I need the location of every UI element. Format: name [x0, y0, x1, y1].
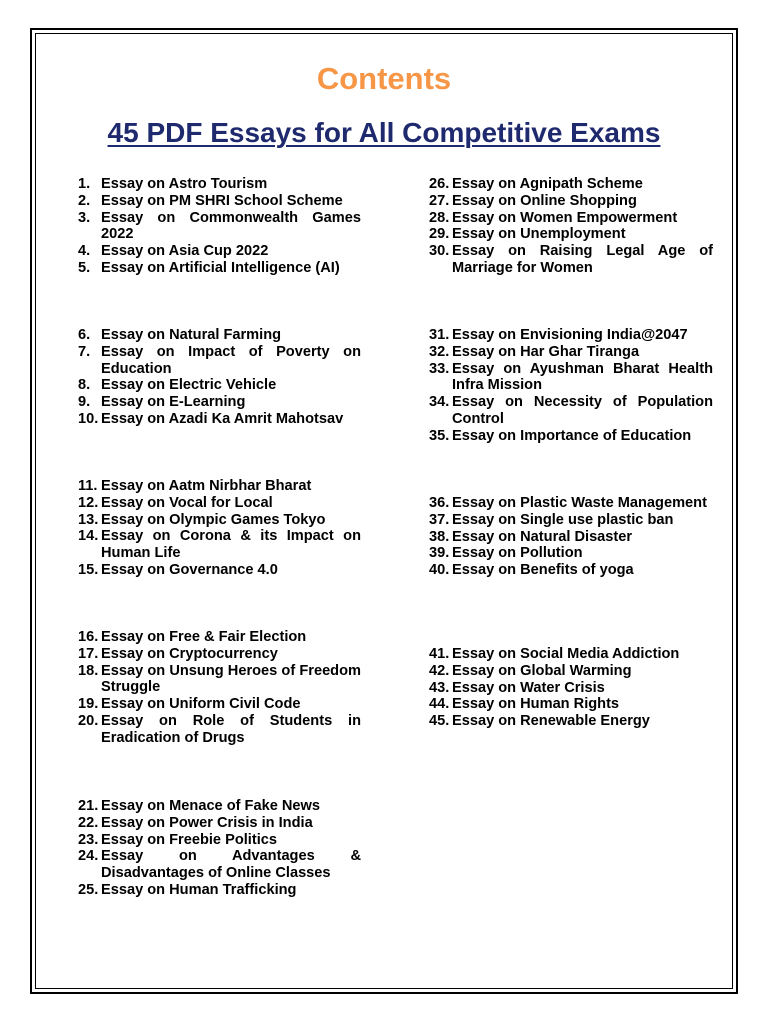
contents-group-6 — [429, 176, 713, 277]
page-subtitle — [0, 114, 768, 152]
contents-item[interactable]: 3. Essay on Commonwealth Games 2022 — [78, 209, 361, 243]
contents-item[interactable]: 37. Essay on Single use plastic ban — [429, 511, 674, 528]
contents-item[interactable]: 8. Essay on Electric Vehicle — [78, 377, 277, 394]
contents-item[interactable]: 4. Essay on Asia Cup 2022 — [78, 243, 269, 260]
contents-group-7 — [429, 327, 713, 445]
contents-item[interactable]: 41. Essay on Social Media Addiction — [429, 646, 680, 662]
contents-item[interactable]: 38. Essay on Natural Disaster — [429, 528, 633, 545]
contents-item[interactable]: 31. Essay on Envisioning India@2047 — [429, 327, 688, 343]
contents-item[interactable]: 29. Essay on Unemployment — [429, 226, 626, 243]
contents-item[interactable]: 39. Essay on Pollution — [429, 545, 583, 562]
contents-item[interactable]: 13. Essay on Olympic Games Tokyo — [78, 511, 326, 528]
contents-item[interactable]: 25. Essay on Human Trafficking — [78, 881, 297, 898]
contents-item[interactable]: 18. Essay on Unsung Heroes of Freedom Struggle — [78, 662, 361, 696]
contents-item[interactable]: 1. Essay on Astro Tourism — [78, 176, 268, 192]
contents-item[interactable]: 11. Essay on Aatm Nirbhar Bharat — [78, 478, 312, 494]
contents-item[interactable]: 22. Essay on Power Crisis in India — [78, 814, 313, 831]
contents-group-2 — [78, 327, 361, 428]
contents-group-8 — [429, 495, 713, 579]
contents-item[interactable]: 42. Essay on Global Warming — [429, 662, 632, 679]
contents-item[interactable]: 40. Essay on Benefits of yoga — [429, 562, 634, 579]
contents-item[interactable]: 2. Essay on PM SHRI School Scheme — [78, 192, 343, 209]
contents-item[interactable]: 9. Essay on E-Learning — [78, 394, 246, 411]
contents-item[interactable]: 19. Essay on Uniform Civil Code — [78, 696, 301, 713]
contents-group-4 — [78, 629, 361, 747]
contents-item[interactable]: 33. Essay on Ayushman Bharat Health Infra Mission — [429, 360, 713, 394]
contents-group-1 — [78, 176, 361, 277]
contents-item[interactable]: 35. Essay on Importance of Education — [429, 427, 692, 444]
contents-item[interactable]: 30. Essay on Raising Legal Age of Marriage for Women — [429, 243, 713, 276]
contents-item[interactable]: 27. Essay on Online Shopping — [429, 192, 637, 209]
contents-item[interactable]: 14. Essay on Corona & its Impact on Human Life — [78, 528, 361, 562]
contents-group-5 — [78, 798, 361, 899]
contents-item[interactable]: 17. Essay on Cryptocurrency — [78, 645, 278, 662]
contents-item[interactable]: 45. Essay on Renewable Energy — [429, 713, 650, 730]
contents-item[interactable]: 32. Essay on Har Ghar Tiranga — [429, 343, 640, 360]
contents-item[interactable]: 23. Essay on Freebie Politics — [78, 831, 278, 848]
contents-item[interactable]: 34. Essay on Necessity of Population Control — [429, 394, 713, 427]
page-title: Contents — [316, 61, 452, 96]
contents-item[interactable]: 20. Essay on Role of Students in Eradication of Drugs — [78, 712, 361, 746]
contents-item[interactable]: 15. Essay on Governance 4.0 — [78, 561, 278, 578]
contents-item[interactable]: 5. Essay on Artificial Intelligence (AI) — [78, 259, 340, 276]
contents-item[interactable]: 28. Essay on Women Empowerment — [429, 209, 678, 226]
contents-item[interactable]: 6. Essay on Natural Farming — [78, 327, 282, 343]
page-subtitle-text: 45 PDF Essays for All Competitive Exams — [107, 117, 661, 148]
contents-item[interactable]: 21. Essay on Menace of Fake News — [78, 798, 320, 814]
contents-item[interactable]: 36. Essay on Plastic Waste Management — [429, 495, 707, 511]
contents-item[interactable]: 16. Essay on Free & Fair Election — [78, 629, 307, 645]
contents-item[interactable]: 43. Essay on Water Crisis — [429, 679, 605, 696]
contents-item[interactable]: 24. Essay on Advantages & Disadvantages of Online Classes — [78, 848, 361, 882]
contents-item[interactable]: 12. Essay on Vocal for Local — [78, 494, 273, 511]
contents-item[interactable]: 7. Essay on Impact of Poverty on Education — [78, 343, 361, 377]
contents-item[interactable]: 10. Essay on Azadi Ka Amrit Mahotsav — [78, 410, 344, 427]
contents-group-3 — [78, 478, 361, 579]
contents-item[interactable]: 44. Essay on Human Rights — [429, 696, 620, 713]
contents-item[interactable]: 26. Essay on Agnipath Scheme — [429, 176, 643, 192]
contents-group-9 — [429, 646, 713, 730]
